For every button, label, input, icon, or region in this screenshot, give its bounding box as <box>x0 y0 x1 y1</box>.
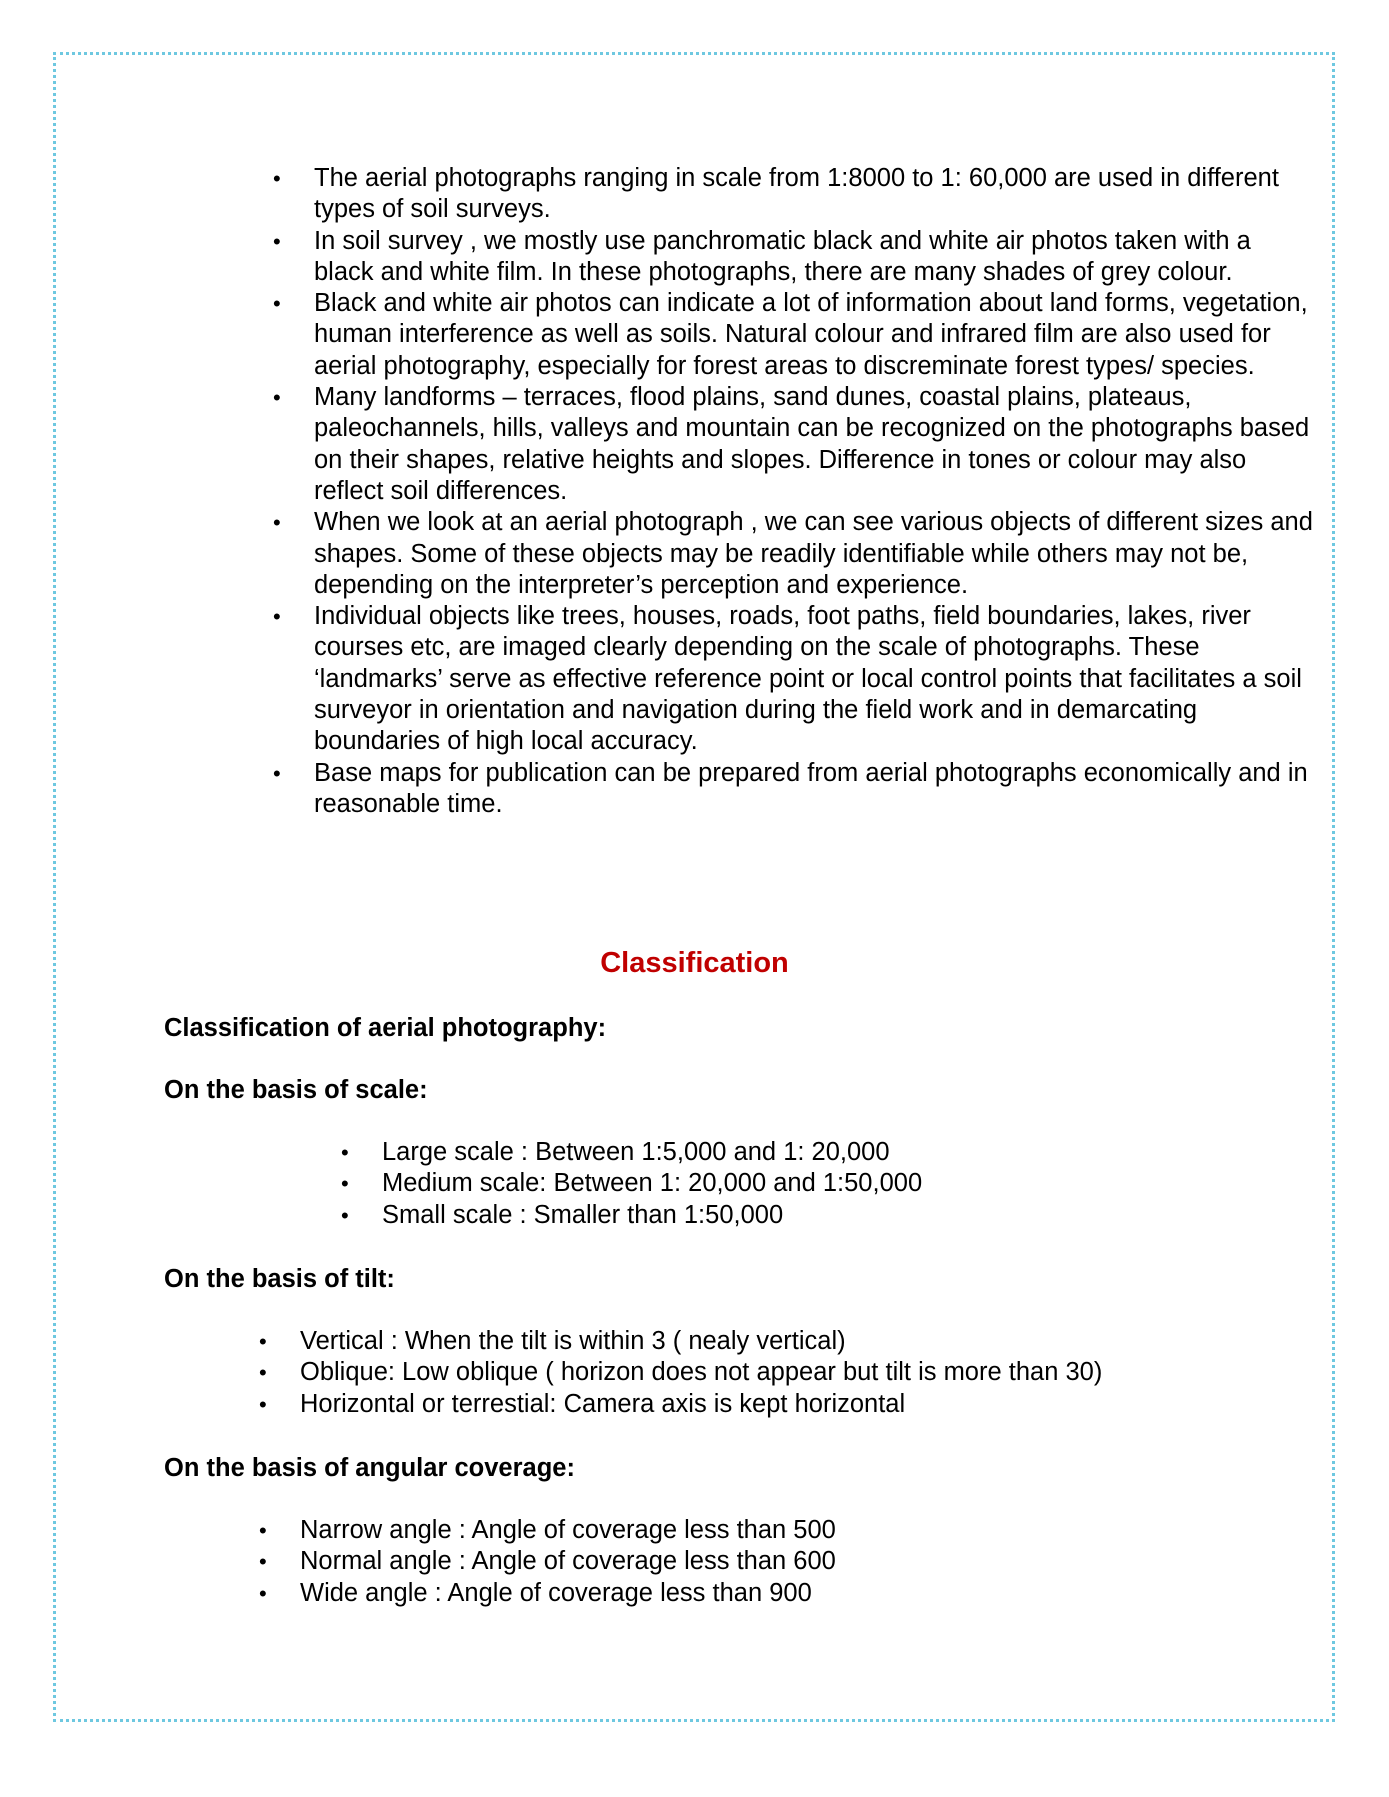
list-item: • Horizontal or terrestial: Camera axis is kept horizontal <box>300 1389 1102 1420</box>
list-item: • Many landforms – terraces, flood plains, sand dunes, coastal plains, plateaus, paleochannels, hills, valleys and mountain can be recognized on the photographs based on their shapes, relative heights and slopes. Difference in tones or colour may also reflect soil differences. <box>314 382 1314 507</box>
list-item: • Vertical : When the tilt is within 3 ( nealy vertical) <box>300 1326 1102 1357</box>
list-item: • In soil survey , we mostly use panchromatic black and white air photos taken with a black and white film. In these photographs, there are many shades of grey colour. <box>314 226 1314 289</box>
list-item: • Medium scale: Between 1: 20,000 and 1:50,000 <box>382 1168 922 1199</box>
tilt-heading: On the basis of tilt: <box>164 1265 395 1293</box>
classification-heading: Classification of aerial photography: <box>164 1014 607 1042</box>
angular-heading: On the basis of angular coverage: <box>164 1454 575 1482</box>
scale-list <box>382 1137 922 1231</box>
list-item: • When we look at an aerial photograph , we can see various objects of different sizes and shapes. Some of these objects may be readily identifiable while others may not be, depending on the interpreter’s perception and experience. <box>314 507 1314 601</box>
list-item: • Small scale : Smaller than 1:50,000 <box>382 1200 922 1231</box>
list-item: • Narrow angle : Angle of coverage less than 500 <box>300 1515 836 1546</box>
list-item: • Base maps for publication can be prepared from aerial photographs economically and in reasonable time. <box>314 758 1314 821</box>
angular-list <box>300 1515 836 1609</box>
list-item: • The aerial photographs ranging in scale from 1:8000 to 1: 60,000 are used in different types of soil surveys. <box>314 163 1314 226</box>
scale-heading: On the basis of scale: <box>164 1076 428 1104</box>
list-item: • Individual objects like trees, houses, roads, foot paths, field boundaries, lakes, river courses etc, are imaged clearly depending on the scale of photographs. These ‘landmarks’ serve as effective reference point or local control points that facilitates a soil surveyor in orientation and navigation during the field work and in demarcating boundaries of high local accuracy. <box>314 601 1314 757</box>
list-item: • Wide angle : Angle of coverage less than 900 <box>300 1578 836 1609</box>
tilt-list <box>300 1326 1102 1420</box>
list-item: • Large scale : Between 1:5,000 and 1: 20,000 <box>382 1137 922 1168</box>
list-item: • Oblique: Low oblique ( horizon does not appear but tilt is more than 30) <box>300 1357 1102 1388</box>
list-item: • Normal angle : Angle of coverage less than 600 <box>300 1546 836 1577</box>
intro-bullet-list <box>258 163 1314 820</box>
section-title: Classification <box>600 947 789 979</box>
list-item: • Black and white air photos can indicate a lot of information about land forms, vegetation, human interference as well as soils. Natural colour and infrared film are also used for aerial photography, especially for forest areas to discreminate forest types/ species. <box>314 288 1314 382</box>
